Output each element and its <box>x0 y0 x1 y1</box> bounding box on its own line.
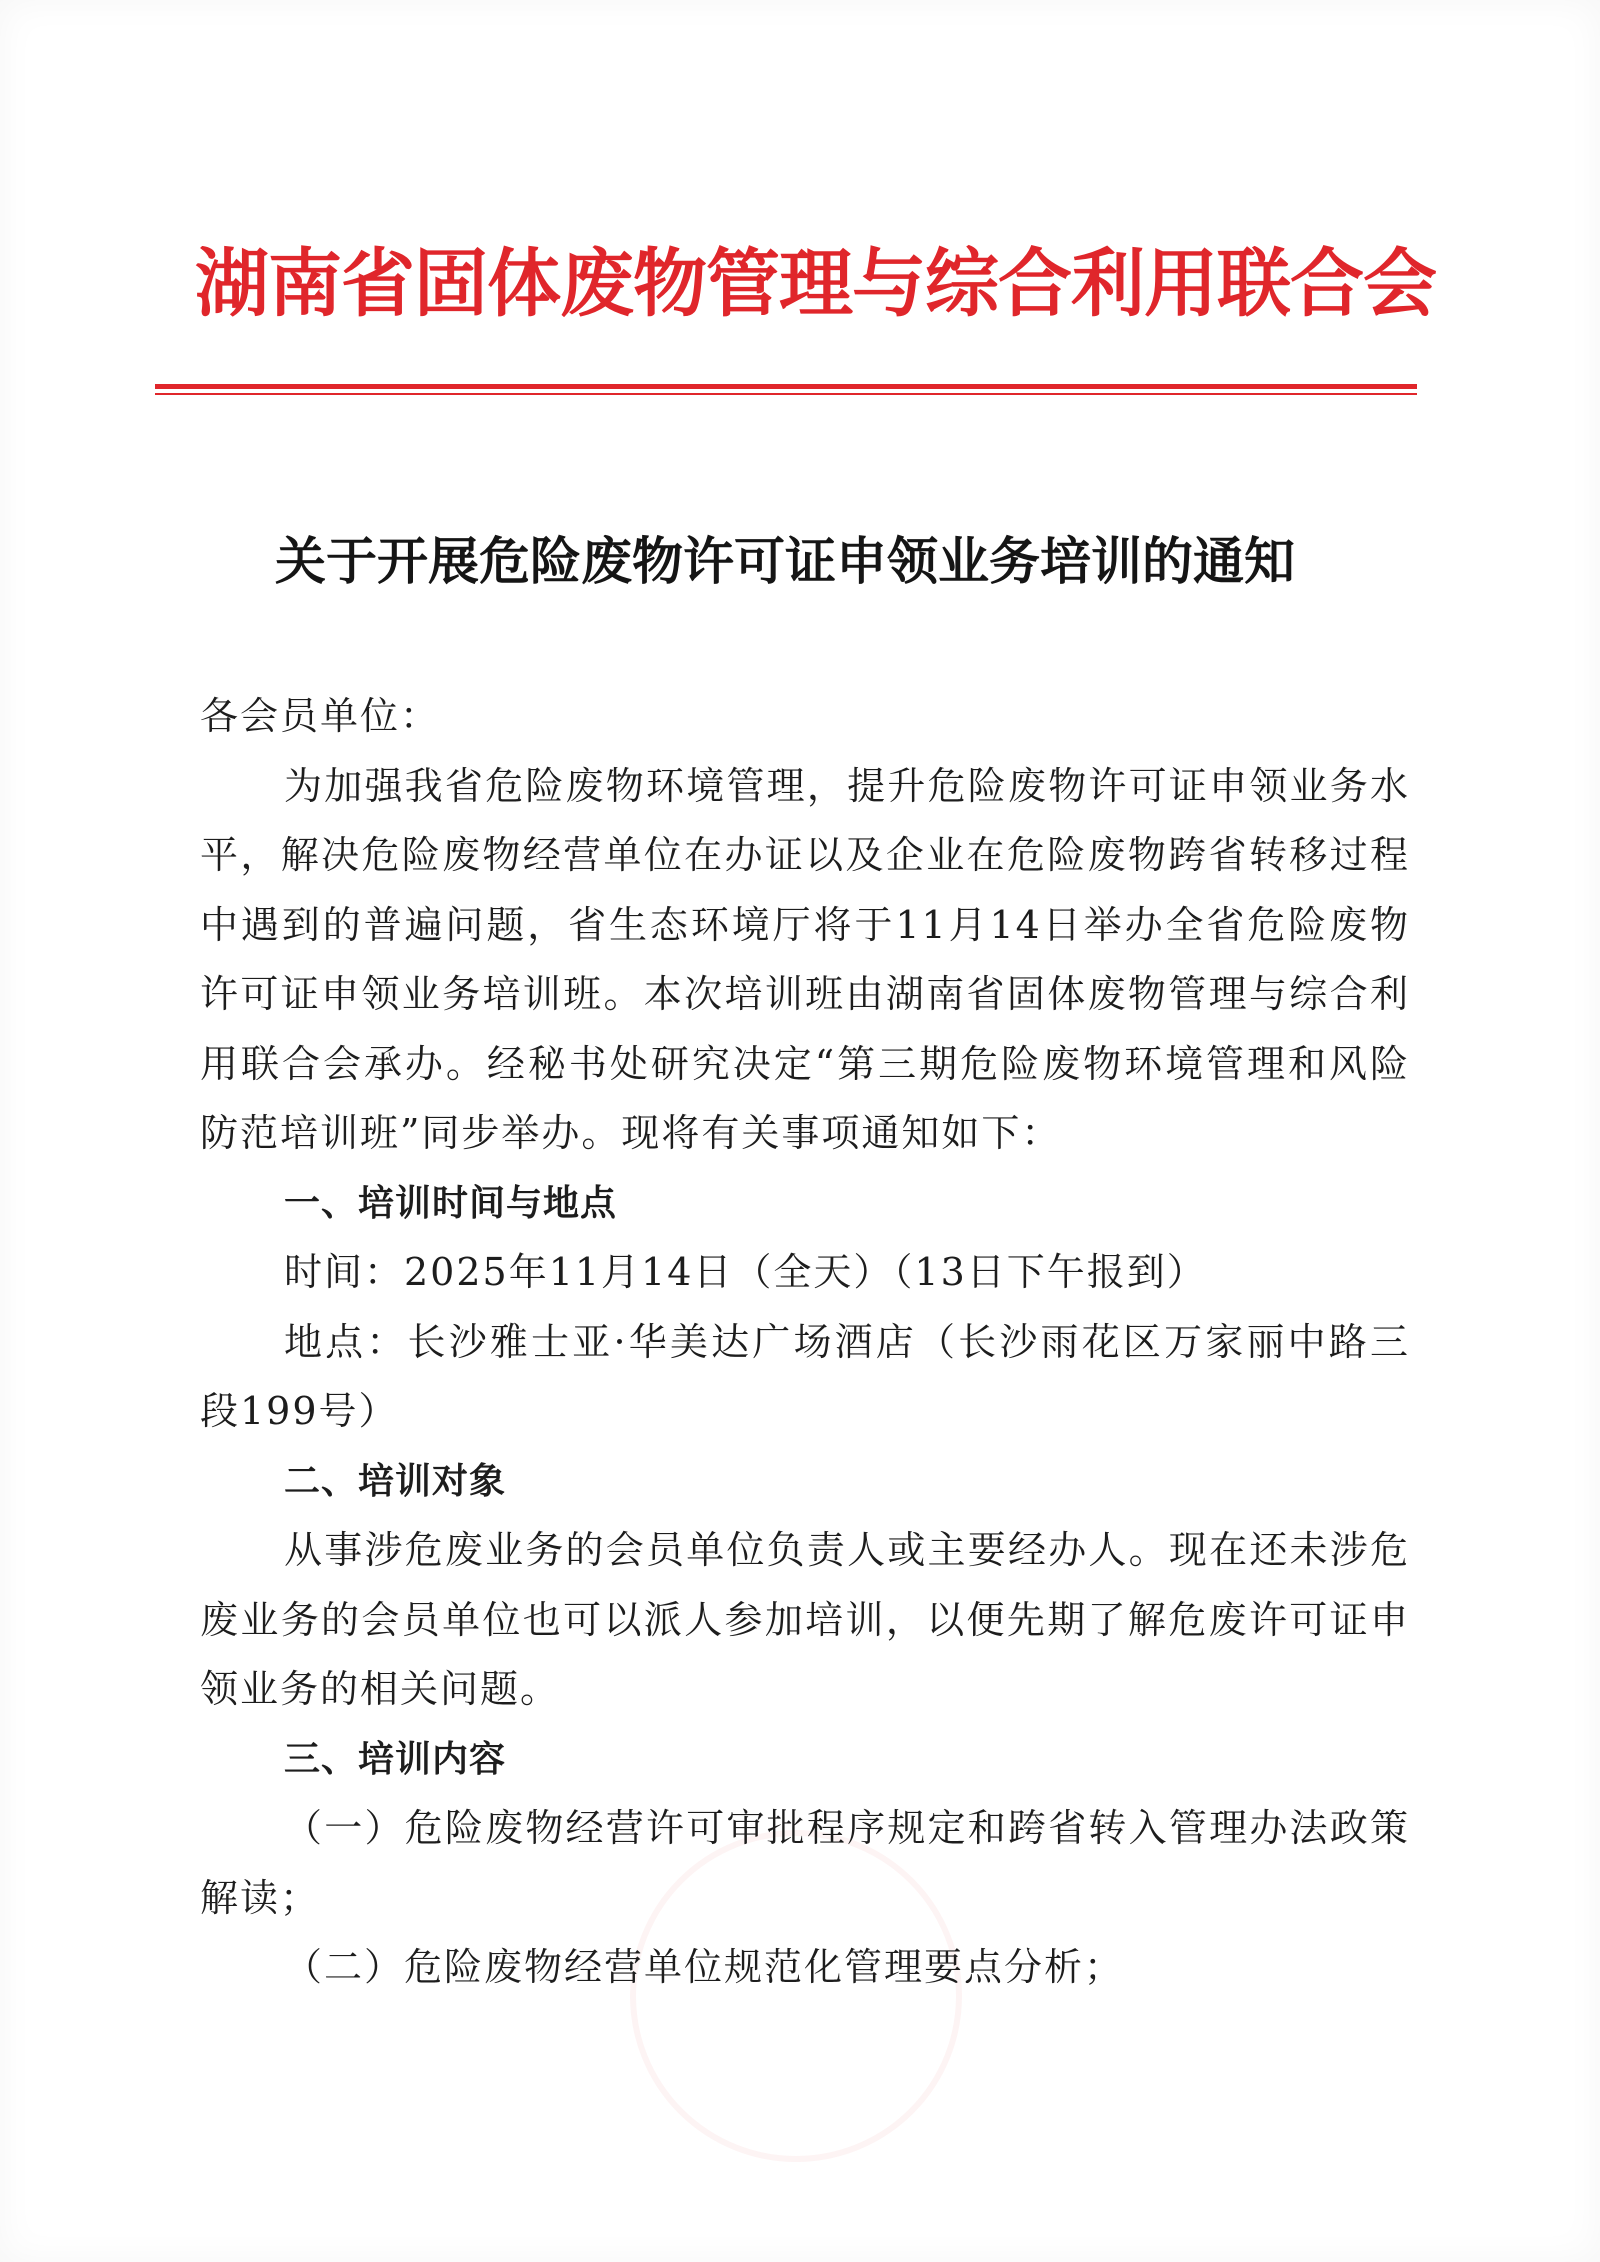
content-item-1: （一）危险废物经营许可审批程序规定和跨省转入管理办法政策解读； <box>200 1806 1410 1920</box>
section-heading-time-place: 一、培训时间与地点 <box>284 1182 618 1224</box>
notice-title: 关于开展危险废物许可证申领业务培训的通知 <box>274 532 1295 592</box>
training-audience-text: 从事涉危废业务的会员单位负责人或主要经办人。现在还未涉危废业务的会员单位也可以派人参加培训，以便先期了解危废许可证申领业务的相关问题。 <box>200 1528 1410 1711</box>
section-heading-content: 三、培训内容 <box>284 1738 507 1780</box>
notice-intro-paragraph: 为加强我省危险废物环境管理，提升危险废物许可证申领业务水平，解决危险废物经营单位在办证以及企业在危险废物跨省转移过程中遇到的普遍问题，省生态环境厅将于11月14日举办全省危险废物许可证申领业务培训班。本次培训班由湖南省固体废物管理与综合利用联合会承办。经秘书处研究决定“第三期危险废物环境管理和风险防范培训班”同步举办。现将有关事项通知如下： <box>200 763 1410 1155</box>
content-item-2: （二）危险废物经营单位规范化管理要点分析； <box>284 1945 1125 1989</box>
section-heading-audience: 二、培训对象 <box>284 1460 507 1502</box>
notice-greeting: 各会员单位： <box>200 694 441 738</box>
training-place: 地点：长沙雅士亚·华美达广场酒店（长沙雨花区万家丽中路三段199号） <box>200 1319 1410 1433</box>
training-time: 时间：2025年11月14日（全天）（13日下午报到） <box>284 1250 1207 1294</box>
notice-body <box>200 682 1410 2003</box>
letterhead-org-name: 湖南省固体废物管理与综合利用联合会 <box>195 241 1436 327</box>
letterhead-rule-thick <box>155 384 1417 389</box>
letterhead-rule-thin <box>155 393 1417 395</box>
